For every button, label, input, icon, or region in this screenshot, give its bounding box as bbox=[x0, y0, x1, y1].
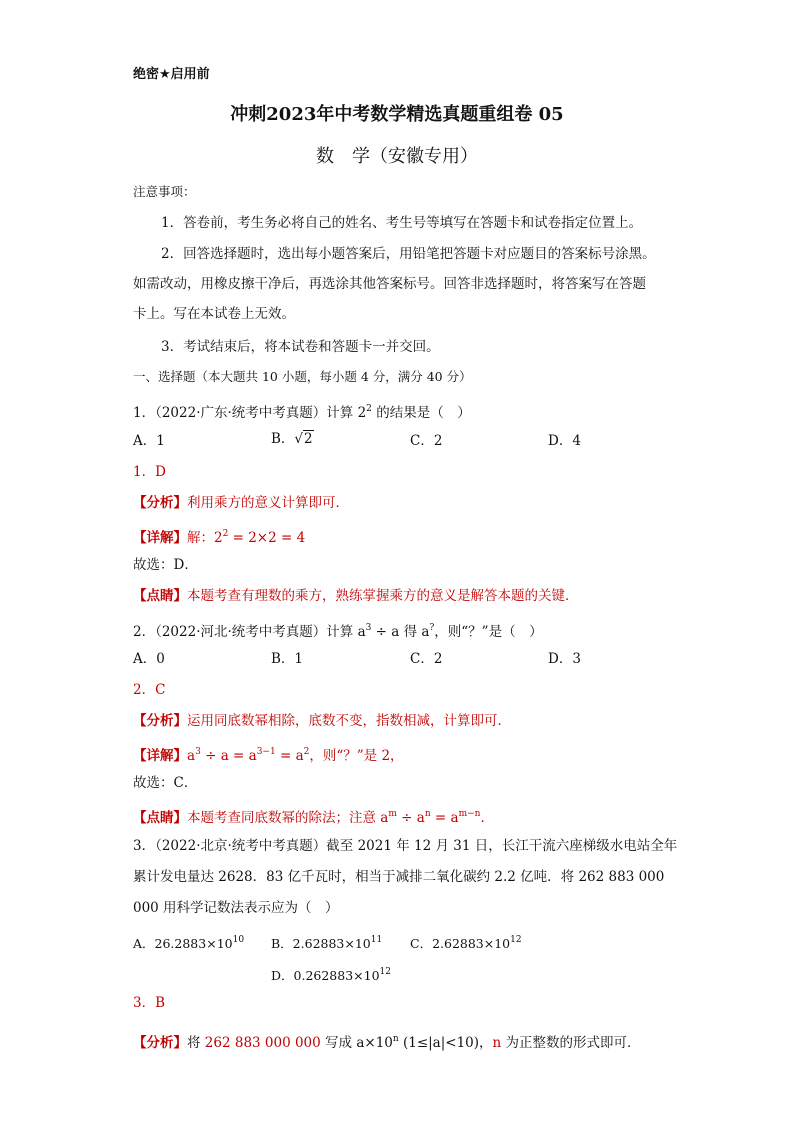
q2-option-d: D．3 bbox=[548, 651, 581, 667]
note-1: 1．答卷前，考生务必将自己的姓名、考生号等填写在答题卡和试卷指定位置上。 bbox=[161, 215, 643, 231]
question-1-stem: 1．（2022·广东·统考中考真题）计算 $2^2$ 的结果是（ ） bbox=[133, 404, 471, 421]
note-2: 2．回答选择题时，选出每小题答案后，用铅笔把答题卡对应题目的答案标号涂黑。 bbox=[161, 246, 656, 262]
note-3: 3．考试结束后，将本试卷和答题卡一并交回。 bbox=[161, 339, 440, 355]
section-heading: 一、选择题（本大题共 10 小题，每小题 4 分，满分 40 分） bbox=[133, 369, 472, 384]
q1-option-c: C．2 bbox=[410, 433, 443, 449]
q2-comment: 【点睛】本题考查同底数幂的除法；注意 $a^m \div a^n = a^{m-n}$． bbox=[133, 809, 494, 826]
q3-option-b: B．$2.62883\times 10^{11}$ bbox=[271, 935, 383, 951]
exam-title: 冲刺2023年中考数学精选真题重组卷 05 bbox=[230, 104, 564, 125]
question-3-stem-line3: 000 用科学记数法表示应为（ ） bbox=[133, 900, 339, 916]
q1-option-a: A．1 bbox=[133, 433, 165, 449]
q2-answer: 2．C bbox=[133, 682, 166, 698]
q2-analysis: 【分析】运用同底数幂相除，底数不变，指数相减，计算即可． bbox=[133, 713, 511, 729]
q3-analysis: 【分析】将 262 883 000 000 写成 $a\times 10^n$ (1≤|a|<10)，n 为正整数的形式即可． bbox=[133, 1034, 641, 1051]
exam-subtitle: 数 学（安徽专用） bbox=[316, 146, 478, 167]
question-2-stem: 2．（2022·河北·统考中考真题）计算 $a^3 \div a$ 得 a?，则“？”是（ ） bbox=[133, 623, 543, 640]
q3-option-c: C．$2.62883\times 10^{12}$ bbox=[410, 935, 522, 951]
q1-choice: 故选：D． bbox=[133, 557, 198, 573]
q1-detail: 【详解】解：$2^2 = 2\times 2 = 4$ bbox=[133, 529, 306, 546]
q1-option-b: B．√2 bbox=[271, 431, 313, 447]
note-2-end: 卡上。写在本试卷上无效。 bbox=[133, 306, 295, 322]
q2-choice: 故选：C． bbox=[133, 775, 198, 791]
question-3-stem-line2: 累计发电量达 2628．83 亿千瓦时，相当于减排二氧化碳约 2.2 亿吨．将 262 883 000 bbox=[133, 869, 665, 885]
question-3-stem-line1: 3．（2022·北京·统考中考真题）截至 2021 年 12 月 31 日，长江干流六座梯级水电站全年 bbox=[133, 838, 678, 854]
q1-answer: 1．D bbox=[133, 464, 166, 480]
secret-label: 绝密★启用前 bbox=[133, 67, 210, 82]
q1-option-d: D．4 bbox=[548, 433, 581, 449]
q3-answer: 3．B bbox=[133, 995, 166, 1011]
q2-detail: 【详解】$a^3 \div a = a^{3-1} = a^2$，则“？”是 2， bbox=[133, 747, 404, 764]
q2-option-a: A．0 bbox=[133, 651, 165, 667]
notes-heading: 注意事项： bbox=[133, 184, 196, 199]
q2-option-b: B．1 bbox=[271, 651, 304, 667]
q3-option-d: D．$0.262883\times 10^{12}$ bbox=[271, 967, 391, 983]
q1-analysis: 【分析】利用乘方的意义计算即可． bbox=[133, 495, 349, 511]
note-2-cont: 如需改动，用橡皮擦干净后，再选涂其他答案标号。回答非选择题时，将答案写在答题 bbox=[133, 276, 646, 292]
q1-comment: 【点睛】本题考查有理数的乘方，熟练掌握乘方的意义是解答本题的关键． bbox=[133, 588, 579, 604]
q2-option-c: C．2 bbox=[410, 651, 443, 667]
q3-option-a: A．$26.2883\times 10^{10}$ bbox=[133, 935, 245, 951]
